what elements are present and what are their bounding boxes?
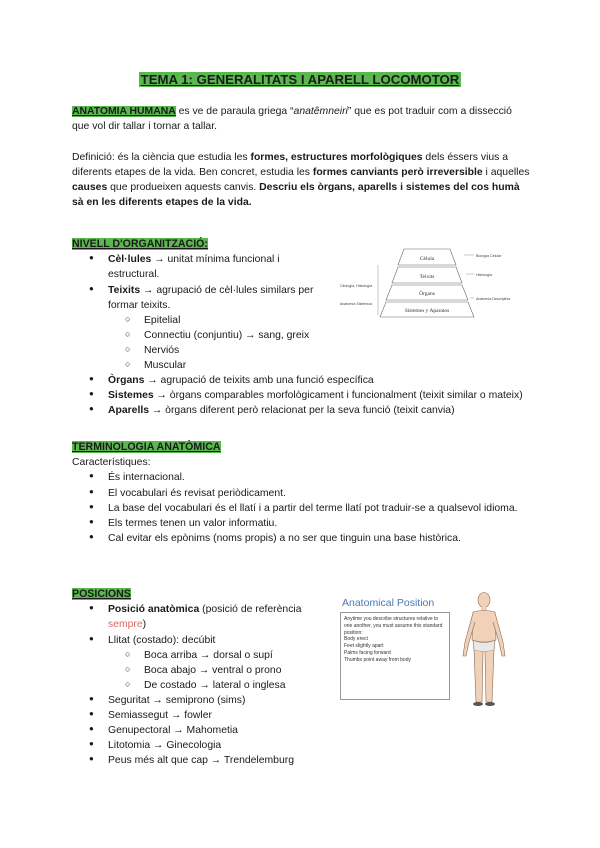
level-label: Sistemes y Aparatos bbox=[404, 308, 450, 314]
left-leg-shape bbox=[474, 650, 483, 702]
terminologia-subtitle: Característiques: bbox=[72, 457, 151, 469]
right-foot-shadow bbox=[485, 702, 495, 706]
figure-point: Body erect bbox=[344, 636, 368, 643]
nivell-heading: NIVELL D'ORGANITZACIÓ: bbox=[72, 238, 208, 250]
list-item: ○ Epitelial bbox=[108, 313, 332, 328]
list-item: ● Aparells → òrgans diferent però relacionat per la seva funció (teixit canvia) bbox=[72, 403, 532, 418]
left-label: Anatomía Sistémica bbox=[340, 302, 372, 306]
figure-points-box bbox=[340, 612, 450, 700]
list-item: ○ Muscular bbox=[108, 358, 332, 373]
figure-point: Palms facing forward bbox=[344, 649, 391, 656]
torso-shape bbox=[472, 611, 496, 643]
list-item: ● Semiassegut → fowler bbox=[72, 708, 532, 723]
list-item: ● Genupectoral → Mahometia bbox=[72, 723, 532, 738]
list-item: ● Litotomia → Ginecologia bbox=[72, 738, 532, 753]
list-item: ● Cal evitar els epònims (noms propis) a no ser que tinguin una base històrica. bbox=[72, 531, 532, 546]
intro-paragraph: ANATOMIA HUMANA es ve de paraula griega “anatêmneiri” que es pot traduir com a dissecció que vol dir tallar i tornar a tallar. bbox=[72, 106, 512, 133]
list-item: ○ Connectiu (conjuntiu) → sang, greix bbox=[108, 328, 332, 343]
list-item: ○ Boca arriba → dorsal o supí bbox=[108, 648, 532, 663]
list-item: ● El vocabulari és revisat periòdicament. bbox=[72, 486, 532, 501]
human-body-illustration bbox=[456, 590, 512, 710]
list-item: ● Sistemes → òrgans comparables morfològicament i funcionalment (teixit similar o mateix) bbox=[72, 388, 532, 403]
terminologia-section bbox=[72, 440, 532, 546]
list-item: ● Els termes tenen un valor informatiu. bbox=[72, 516, 532, 531]
terminologia-heading: TERMINOLOGIA ANATÒMICA bbox=[72, 441, 221, 453]
intro-term: ANATOMIA HUMANA bbox=[72, 106, 176, 117]
list-item: ○ De costado → lateral o inglesa bbox=[108, 678, 532, 693]
left-foot-shadow bbox=[473, 702, 483, 706]
definition-paragraph: Definició: és la ciència que estudia les formes, estructures morfològiques dels éssers vius a diferents etapes de la vida. Ben concret, estudia les formes canviants però irreversible i aquelles causes que produeixen aquests canvis. Descriu els òrgans, aparells i sistemes del cos humà sà en les diferents etapes de la vida. bbox=[72, 152, 530, 209]
anatomical-position-figure bbox=[336, 592, 516, 710]
organization-pyramid-diagram bbox=[338, 243, 510, 321]
right-label: Histología bbox=[476, 273, 492, 277]
page-title: TEMA 1: GENERALITATS I APARELL LOCOMOTOR bbox=[140, 72, 460, 87]
head-shape bbox=[478, 593, 490, 608]
list-item: ● Teixits → agrupació de cèl·lules similars per formar teixits. ○ Epitelial ○ Connectiu (conjuntiu) → sang, greix ○ Nerviós ○ Muscular bbox=[72, 283, 332, 373]
left-label: Citología, Histología bbox=[340, 284, 373, 288]
list-item: ● Peus més alt que cap → Trendelemburg bbox=[72, 753, 532, 768]
list-item: ● Seguritat → semiprono (sims) bbox=[72, 693, 532, 708]
level-label: Òrgans bbox=[419, 291, 435, 297]
level-label: Cèlula bbox=[419, 256, 435, 262]
right-label: Anatomía Descriptiva bbox=[476, 297, 510, 301]
list-item: ● La base del vocabulari és el llatí i a partir del terme llatí pot traduir-se a qualsevol idioma. bbox=[72, 501, 532, 516]
greek-word: anatêmneiri bbox=[293, 106, 348, 117]
list-item: ● Llitat (costado): decúbit ○ Boca arriba → dorsal o supí ○ Boca abajo → ventral o prono ○ De costado → lateral o inglesa bbox=[72, 633, 532, 693]
list-item: ● És internacional. bbox=[72, 470, 532, 485]
teixits-sublist bbox=[108, 313, 332, 373]
terminologia-list bbox=[72, 470, 532, 545]
level-label: Teixits bbox=[419, 274, 435, 280]
list-item: ● Cèl·lules → unitat mínima funcional i estructural. bbox=[72, 252, 332, 282]
sempre-word: sempre bbox=[108, 619, 143, 631]
posicions-heading: POSICIONS bbox=[72, 588, 131, 600]
figure-point: Feet slightly apart bbox=[344, 643, 384, 649]
list-item: ● Òrgans → agrupació de teixits amb una funció específica bbox=[72, 373, 532, 388]
figure-point: Thumbs point away from body bbox=[344, 656, 411, 663]
list-item: ○ Boca abajo → ventral o prono bbox=[108, 663, 532, 678]
right-label: Biología Celular bbox=[476, 254, 502, 258]
figure-title: Anatomical Position bbox=[342, 597, 435, 609]
list-item: ○ Nerviós bbox=[108, 343, 332, 358]
right-leg-shape bbox=[485, 650, 494, 702]
figure-point: Anytime you describe structures relative to one another, you must assume this standard position: bbox=[344, 616, 443, 636]
list-item: ● Posició anatòmica (posició de referència sempre) bbox=[72, 602, 340, 632]
